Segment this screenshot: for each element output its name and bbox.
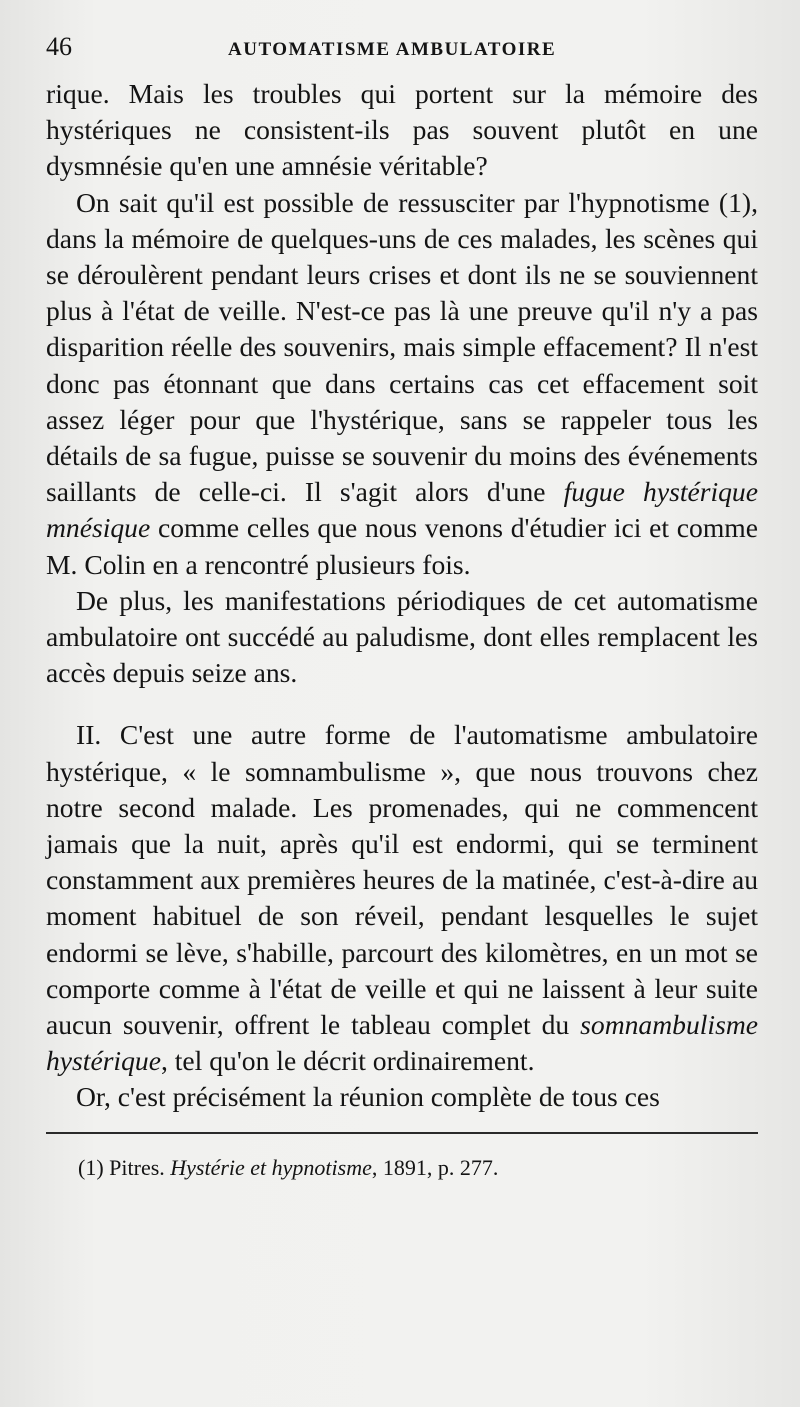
footnote-rest: , 1891, p. 277. — [371, 1154, 499, 1180]
running-title: AUTOMATISME AMBULATOIRE — [228, 39, 557, 60]
paragraph-3: De plus, les manifestations périodiques de cet automatisme ambulatoire ont succédé au paludisme, dont elles remplacent les accès depuis seize ans. — [46, 584, 758, 689]
paragraph-2 — [46, 185, 758, 583]
paragraph-4 — [46, 717, 758, 1079]
body-text — [46, 76, 758, 1116]
paragraph-2-end: comme celles que nous venons d'étudier ici et comme M. Colin en a rencontré plusieurs fois. — [46, 512, 758, 580]
paragraph-1: rique. Mais les troubles qui portent sur la mémoire des hystériques ne consistent-ils pas souvent plutôt en une dysmnésie qu'en une amnésie véritable? — [46, 78, 758, 182]
footnote-title: Hystérie et hypnotisme — [170, 1154, 372, 1180]
paragraph-4-text: II. C'est une autre forme de l'automatisme ambulatoire hystérique, « le somnambulisme », que nous trouvons chez notre second malade. Les promenades, qui ne commencent jamais que la nuit, après qu'il est endormi, qui se terminent constamment aux premières heures de la matinée, c'est-à-dire au moment habituel de son réveil, pendant lesquelles le sujet endormi se lève, s'habille, parcourt des kilomètres, en un mot se comporte comme à l'état de veille et qui ne laissent à leur suite aucun souvenir, offrent le tableau complet du — [46, 719, 758, 1041]
footnote-marker: (1) Pitres. — [78, 1154, 171, 1180]
paragraph-2-italic: fugue hystérique mnésique — [46, 476, 758, 544]
page-number: 46 — [46, 32, 72, 61]
paragraph-2-text: On sait qu'il est possible de ressusciter par l'hypnotisme (1), dans la mémoire de quelques-uns de ces malades, les scènes qui se déroulèrent pendant leurs crises et dont ils ne se souviennent plus à l'état de veille. N'est-ce pas là une preuve qu'il n'y a pas disparition réelle des souvenirs, mais simple effacement? Il n'est donc pas étonnant que dans certains cas cet effacement soit assez léger pour que l'hystérique, sans se rappeler tous les détails de sa fugue, puisse se souvenir du moins des événements saillants de celle-ci. Il s'agit alors d'une — [46, 186, 758, 508]
footnote — [46, 1154, 758, 1182]
paragraph-4-italic: somnambulisme hystérique — [46, 1009, 758, 1077]
paragraph-5: Or, c'est précisément la réunion complète de tous ces — [76, 1081, 660, 1113]
paragraph-4-end: , tel qu'on le décrit ordinairement. — [160, 1045, 535, 1077]
footnote-divider — [46, 1132, 758, 1134]
page-header — [46, 32, 758, 76]
